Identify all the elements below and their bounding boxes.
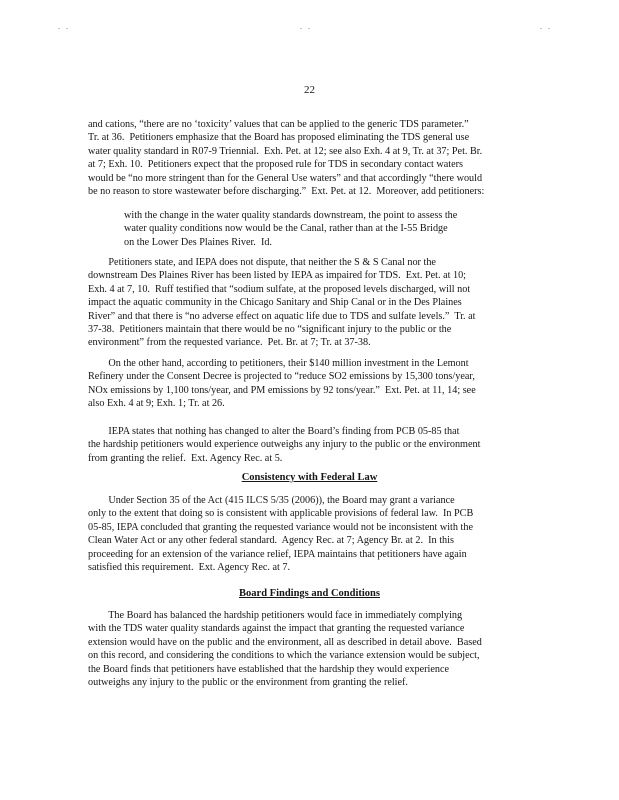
p2-line: River” and that there is “no adverse effect on aquatic life due to TDS and sulfate levels.” Tr. at — [88, 310, 476, 322]
p6-line: with the TDS water quality standards against the impact that granting the requested variance — [88, 623, 465, 635]
scan-mark-left: . . — [58, 22, 70, 31]
p6-line: The Board has balanced the hardship petitioners would face in immediately complying — [88, 610, 463, 621]
page-number: 22 — [304, 84, 315, 96]
heading-consistency-federal-law: Consistency with Federal Law — [241, 472, 378, 483]
p2-line: impact the aquatic community in the Chicago Sanitary and Ship Canal or in the Des Plaines — [88, 297, 462, 309]
p6-line: outweighs any injury to the public or the environment from granting the relief. — [88, 677, 408, 689]
scan-mark-center: . . — [300, 22, 312, 31]
p5-line: 05-85, IEPA concluded that granting the requested variance would not be inconsistent with the — [88, 521, 473, 533]
p4-line: the hardship petitioners would experience outweighs any injury to the public or the environment — [88, 439, 481, 451]
paragraph-1 — [88, 118, 540, 198]
p5-line: Clean Water Act or any other federal standard. Agency Rec. at 7; Agency Br. at 2. In this — [88, 535, 454, 547]
quote-line: on the Lower Des Plaines River. Id. — [124, 236, 272, 248]
paragraph-5 — [88, 494, 540, 574]
p1-line: at 7; Exh. 10. Petitioners expect that the proposed rule for TDS in secondary contact waters — [88, 159, 463, 171]
quote-line: water quality conditions now would be the Canal, rather than at the I-55 Bridge — [124, 223, 448, 235]
p1-line: be no reason to store wastewater before discharging.” Ext. Pet. at 12. Moreover, add petitioners: — [88, 186, 485, 198]
p4-line: IEPA states that nothing has changed to alter the Board’s finding from PCB 05-85 that — [88, 426, 460, 437]
p2-line: 37-38. Petitioners maintain that there would be no “significant injury to the public or the — [88, 324, 452, 336]
p2-line: Petitioners state, and IEPA does not dispute, that neither the S & S Canal nor the — [88, 257, 436, 268]
scan-mark-right: . . — [540, 22, 552, 31]
paragraph-6 — [88, 609, 540, 689]
p6-line: on this record, and considering the conditions to which the variance extension would be subject, — [88, 650, 480, 662]
p5-line: only to the extent that doing so is consistent with applicable provisions of federal law. In PCB — [88, 508, 474, 520]
paragraph-3 — [88, 357, 540, 411]
p1-line: Tr. at 36. Petitioners emphasize that the Board has proposed eliminating the TDS general use — [88, 132, 470, 144]
p2-line: Exh. 4 at 7, 10. Ruff testified that “sodium sulfate, at the proposed levels discharged, will not — [88, 283, 471, 295]
p2-line: environment” from the requested variance. Pet. Br. at 7; Tr. at 37-38. — [88, 337, 371, 349]
p6-line: extension would have on the public and the environment, all as described in detail above. Based — [88, 636, 482, 648]
p1-line: would be “no more stringent than for the General Use waters” and that accordingly “there would — [88, 172, 483, 184]
quote-line: with the change in the water quality standards downstream, the point to assess the — [124, 210, 458, 221]
p3-line: On the other hand, according to petitioners, their $140 million investment in the Lemont — [88, 358, 469, 369]
paragraph-2 — [88, 256, 540, 350]
p5-line: Under Section 35 of the Act (415 ILCS 5/35 (2006)), the Board may grant a variance — [88, 495, 455, 506]
paragraph-4 — [88, 425, 540, 465]
p6-line: the Board finds that petitioners have established that the hardship they would experience — [88, 663, 449, 675]
p3-line: NOx emissions by 1,100 tons/year, and PM emissions by 92 tons/year.” Ext. Pet. at 11, 14; see — [88, 384, 476, 396]
block-quote — [124, 209, 520, 249]
p2-line: downstream Des Plaines River has been listed by IEPA as impaired for TDS. Ext. Pet. at 10; — [88, 270, 467, 282]
p3-line: Refinery under the Consent Decree is projected to “reduce SO2 emissions by 15,300 tons/year, — [88, 371, 475, 383]
heading-board-findings: Board Findings and Conditions — [239, 588, 380, 599]
p3-line: also Exh. 4 at 9; Exh. 1; Tr. at 26. — [88, 398, 225, 410]
p1-line: and cations, “there are no ‘toxicity’ values that can be applied to the generic TDS parameter.” — [88, 119, 469, 130]
p4-line: from granting the relief. Ext. Agency Rec. at 5. — [88, 452, 283, 464]
p1-line: water quality standard in R07-9 Triennial. Exh. Pet. at 12; see also Exh. 4 at 9, Tr. at 37; Pet. Br. — [88, 145, 483, 157]
p5-line: satisfied this requirement. Ext. Agency Rec. at 7. — [88, 562, 290, 574]
p5-line: proceeding for an extension of the variance relief, IEPA maintains that petitioners have again — [88, 548, 467, 560]
